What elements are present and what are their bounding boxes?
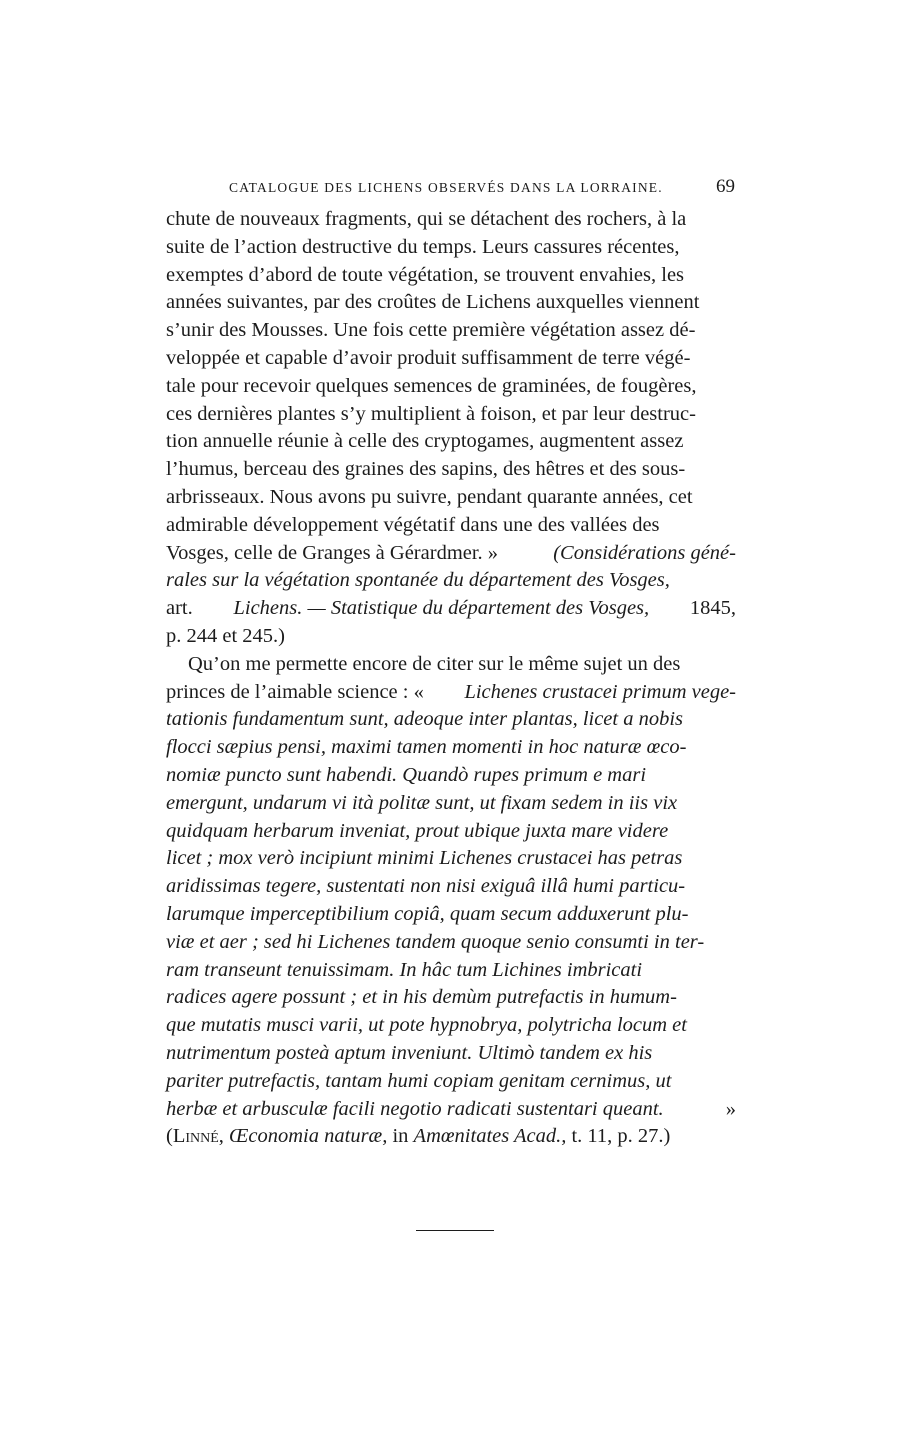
text-line: veloppée et capable d’avoir produit suffisamment de terre végé-: [166, 346, 691, 369]
text-line: quidquam herbarum inveniat, prout ubique juxta mare videre: [166, 819, 669, 842]
text-line: aridissimas tegere, sustentati non nisi exiguâ illâ humi particu-: [166, 875, 686, 898]
italic-span: Lichenes crustacei primum vege-: [464, 680, 736, 703]
text-line: licet ; mox verò incipiunt minimi Lichenes crustacei has petras: [166, 847, 683, 870]
text-line: emergunt, undarum vi ità politæ sunt, ut fixam sedem in iis vix: [166, 791, 678, 814]
text-line: nomiæ puncto sunt habendi. Quandò rupes primum e mari: [166, 763, 647, 786]
text-span: art.: [166, 597, 193, 620]
text-line: tion annuelle réunie à celle des cryptogames, augmentent assez: [166, 430, 684, 453]
text-line: que mutatis musci varii, ut pote hypnobrya, polytricha locum et: [166, 1014, 687, 1037]
text-span: Vosges, celle de Granges à Gérardmer. »: [166, 541, 499, 564]
italic-span: herbæ et arbusculæ facili negotio radicati sustentari queant.: [166, 1097, 664, 1120]
italic-span: (Considérations géné-: [553, 541, 736, 564]
text-line: ram transeunt tenuissimam. In hâc tum Lichines imbricati: [166, 958, 643, 981]
text-line: ces dernières plantes s’y multiplient à foison, et par leur destruc-: [166, 402, 696, 425]
text-span: Qu’on me permette encore de citer sur le même sujet un des: [188, 652, 681, 675]
text-line: p. 244 et 245.): [166, 624, 285, 647]
text-line: larumque imperceptibilium copiâ, quam secum adduxerunt plu-: [166, 902, 689, 925]
page-number: 69: [716, 176, 735, 197]
text-line: admirable développement végétatif dans une des vallées des: [166, 513, 660, 536]
text-line: radices agere possunt ; et in his demùm putrefactis in humum-: [166, 986, 677, 1009]
text-line: flocci sæpius pensi, maximi tamen momenti in hoc naturæ œco-: [166, 736, 687, 759]
text-span: 1845,: [689, 597, 736, 620]
author-name: Linné: [172, 1125, 219, 1148]
text-line: [166, 651, 736, 679]
text-line: suite de l’action destructive du temps. Leurs cassures récentes,: [166, 235, 680, 258]
text-line: viæ et aer ; sed hi Lichenes tandem quoque senio consumti in ter-: [166, 930, 705, 953]
text-line: [166, 595, 736, 623]
text-span: (Linné, Œconomia naturæ, in Amœnitates Acad., t. 11, p. 27.): [166, 1125, 671, 1148]
text-line: chute de nouveaux fragments, qui se détachent des rochers, à la: [166, 208, 687, 230]
italic-span: Amœnitates Acad.,: [413, 1125, 567, 1148]
italic-span: Lichens. — Statistique du département des Vosges,: [233, 597, 650, 620]
running-header: [229, 176, 735, 202]
text-line: tale pour recevoir quelques semences de graminées, de fougères,: [166, 374, 697, 397]
text-line: rales sur la végétation spontanée du département des Vosges,: [166, 569, 670, 592]
text-line: tationis fundamentum sunt, adeoque inter plantas, licet a nobis: [166, 708, 684, 731]
text-line: [166, 679, 736, 707]
text-line: arbrisseaux. Nous avons pu suivre, pendant quarante années, cet: [166, 485, 693, 508]
section-divider: [416, 1230, 494, 1231]
italic-span: Œconomia naturæ,: [229, 1125, 388, 1148]
text-line: années suivantes, par des croûtes de Lichens auxquelles viennent: [166, 291, 700, 314]
text-span: »: [725, 1097, 736, 1120]
text-line: [166, 1096, 736, 1124]
text-line: pariter putrefactis, tantam humi copiam genitam cernimus, ut: [166, 1069, 672, 1092]
text-line: nutrimentum posteà aptum inveniunt. Ultimò tandem ex his: [166, 1041, 653, 1064]
text-line: s’unir des Mousses. Une fois cette première végétation assez dé-: [166, 319, 696, 342]
text-line: exemptes d’abord de toute végétation, se trouvent envahies, les: [166, 263, 685, 286]
text-span: princes de l’aimable science : «: [166, 680, 424, 703]
body-text: [166, 206, 736, 1151]
running-title: CATALOGUE DES LICHENS OBSERVÉS DANS LA LORRAINE.: [229, 180, 663, 195]
text-line: l’humus, berceau des graines des sapins, des hêtres et des sous-: [166, 458, 686, 481]
citation-line: [166, 1123, 736, 1151]
text-line: [166, 540, 736, 568]
